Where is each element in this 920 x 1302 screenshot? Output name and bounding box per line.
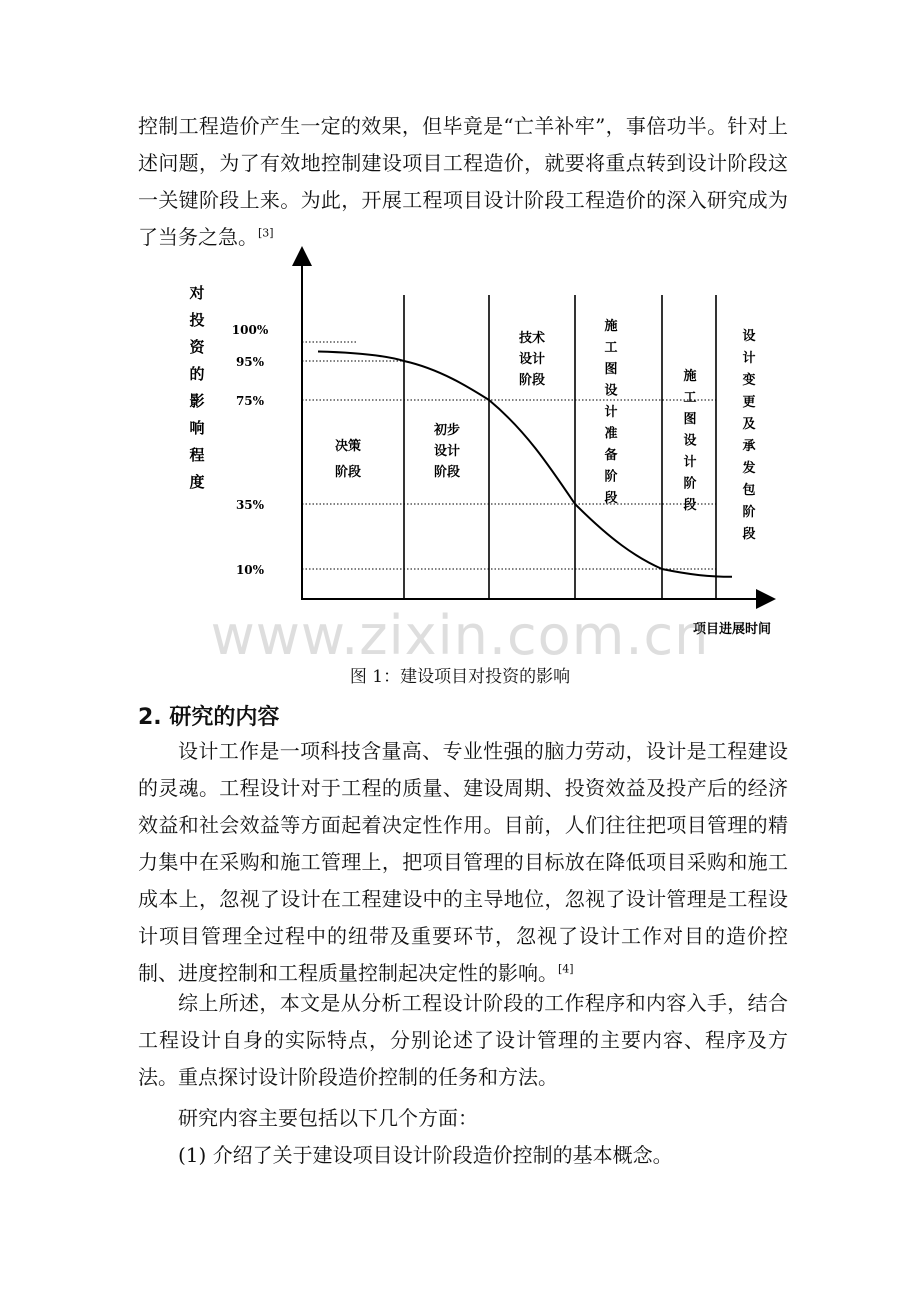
top-paragraph-text: 控制工程造价产生一定的效果，但毕竟是“亡羊补牢”，事倍功半。针对上述问题，为了有效地控制建设项目工程造价，就要将重点转到设计阶段这一关键阶段上来。为此，开展工程项目设计阶段工程造价的深入研究成为了当务之急。 [138,114,788,249]
y-axis-label-char: 程 [189,446,205,464]
figure-caption: 图 1：建设项目对投资的影响 [349,667,571,687]
phase-label-line: 计 [604,405,618,420]
phase-label-line: 发 [742,461,756,476]
y-axis-label-char: 资 [189,338,205,356]
y-tick-label: 10% [235,563,265,577]
phase-label-line: 决策 [334,439,362,454]
phase-label-line: 技术 [518,331,546,346]
phase-label [335,438,361,480]
section-paragraph-1 [138,733,788,992]
y-axis-label-char: 的 [189,365,205,383]
y-axis-label-char: 投 [189,311,205,329]
phase-label-line: 阶 [742,505,756,520]
section-paragraph-1-text: 设计工作是一项科技含量高、专业性强的脑力劳动，设计是工程建设的灵魂。工程设计对于工程的质量、建设周期、投资效益及投产后的经济效益和社会效益等方面起着决定性作用。目前，人们往往把项目管理的精力集中在采购和施工管理上，把项目管理的目标放在降低项目采购和施工成本上，忽视了设计在工程建设中的主导地位，忽视了设计管理是工程设计项目管理全过程中的纽带及重要环节，忽视了设计工作对目的造价控制、进度控制和工程质量控制起决定性的影响。 [138,739,788,985]
phase-label-line: 承 [742,439,756,454]
y-tick-label: 100% [231,323,269,337]
phase-label [603,318,617,506]
phase-label-line: 施 [604,319,618,334]
y-axis-label-char: 对 [189,284,205,302]
phase-label-line: 阶段 [518,373,546,388]
phase-label-line: 设 [683,433,697,449]
y-axis-label-char: 响 [189,419,205,437]
phase-label [433,422,460,480]
section-paragraph-2: 综上所述，本文是从分析工程设计阶段的工作程序和内容入手，结合工程设计自身的实际特点，分别论述了设计管理的主要内容、程序及方法。重点探讨设计阶段造价控制的任务和方法。 [138,991,788,1089]
phase-label-line: 阶段 [334,465,362,480]
y-tick-label: 75% [235,394,265,408]
y-tick-label: 35% [235,498,265,512]
citation-3: [3] [258,226,274,240]
phase-label-line: 段 [604,491,618,506]
phase-label-line: 阶 [683,476,697,492]
y-axis-label-char: 度 [189,473,205,491]
citation-4: [4] [558,962,574,976]
top-paragraph [138,108,788,256]
section-paragraph-3: 研究内容主要包括以下几个方面： [178,1106,478,1130]
phase-label-line: 准 [604,426,618,442]
phase-label-line: 阶 [604,469,618,485]
phase-label-line: 段 [683,498,697,513]
phase-label-line: 设计 [518,352,546,367]
phase-label-line: 备 [604,448,618,463]
phase-label-line: 图 [604,362,618,377]
phase-label-line: 工 [604,340,618,356]
y-axis-label-char: 影 [189,392,205,410]
list-item-1: (1) 介绍了关于建设项目设计阶段造价控制的基本概念。 [178,1143,673,1167]
phase-label-line: 及 [742,417,756,432]
phase-label-line: 包 [742,483,756,498]
phase-label-line: 施 [683,369,697,384]
phase-label-line: 计 [683,455,697,470]
phase-label-line: 段 [742,527,756,542]
phase-label-line: 工 [683,390,697,406]
phase-label-line: 设 [604,383,618,399]
x-axis-label: 项目进展时间 [692,622,772,637]
phase-label-line: 图 [683,412,697,427]
phase-label-line: 变 [742,373,756,388]
phase-label [741,328,756,542]
phase-label [518,330,545,388]
phase-label-line: 阶段 [433,465,461,480]
y-tick-label: 95% [235,355,265,369]
watermark: www.zixin.com.cn [210,604,710,667]
phase-label-line: 设计 [433,444,461,459]
phase-label-line: 更 [742,395,756,410]
phase-label-line: 计 [742,351,756,366]
phase-label [682,368,696,513]
y-axis-label [188,284,205,491]
phase-label-line: 设 [742,329,756,344]
investment-influence-chart [0,238,920,658]
phase-label-line: 初步 [433,423,461,438]
section-heading: 2. 研究的内容 [138,705,280,730]
